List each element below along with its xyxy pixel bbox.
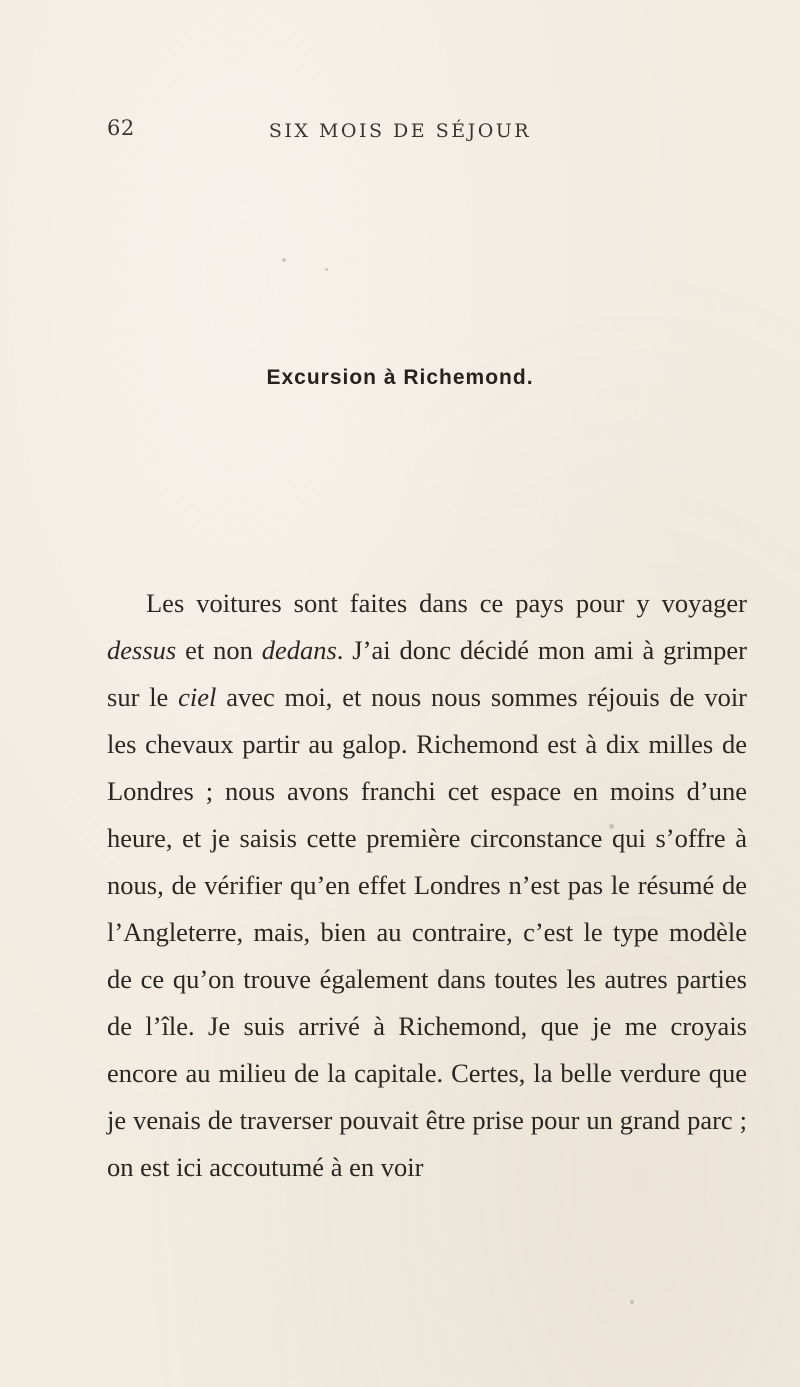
body-text xyxy=(107,580,747,1191)
running-title: SIX MOIS DE SÉJOUR xyxy=(268,120,532,142)
paper-speck xyxy=(609,824,614,829)
paragraph-text: . J’ai donc décidé mon ami à grimper sur le xyxy=(107,635,748,712)
paragraph-text: et non xyxy=(176,635,262,665)
section-title: Excursion à Richemond. xyxy=(266,366,534,389)
paper-speck xyxy=(630,1300,634,1304)
italic-word: dedans xyxy=(261,635,337,665)
paper-speck xyxy=(282,258,286,262)
paper-speck xyxy=(325,268,328,271)
paragraph xyxy=(107,580,747,1191)
paragraph-text: Les voitures sont faites dans ce pays pour y voyager xyxy=(146,588,747,618)
running-head xyxy=(0,116,800,146)
italic-word: dessus xyxy=(107,635,177,665)
paragraph-text: avec moi, et nous nous sommes réjouis de voir les chevaux partir au galop. Richemond est à dix milles de Londres ; nous avons franchi cet espace en moins d’une heure, et je saisis cette première circonstance qui s’offre à nous, de vérifier qu’en effet Londres n’est pas le résumé de l’Angleterre, mais, bien au contraire, c’est le type modèle de ce qu’on trouve également dans toutes les autres parties de l’île. Je suis arrivé à Richemond, que je me croyais encore au milieu de la capitale. Certes, la belle verdure que je venais de traverser pouvait être prise pour un grand parc ; on est ici accoutumé à en voir xyxy=(107,682,747,1182)
italic-word: ciel xyxy=(178,682,217,712)
page-number: 62 xyxy=(107,116,135,140)
